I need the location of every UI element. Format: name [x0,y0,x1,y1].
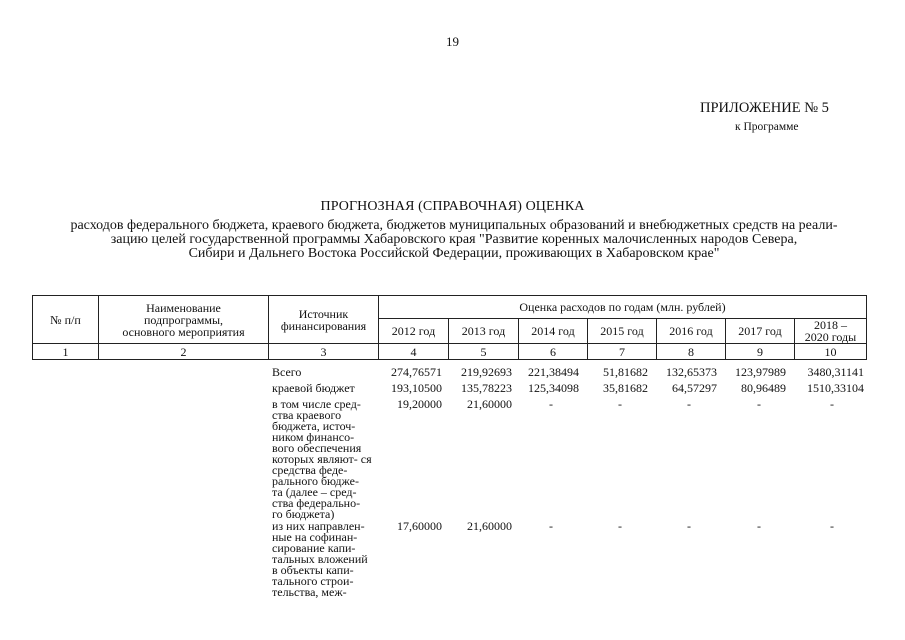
column-number: 4 [379,344,449,360]
cell-value: - [549,397,553,411]
appendix-subtitle: к Программе [735,121,799,133]
cell-value: 1510,33104 [807,381,864,395]
header-year: 2012 год [379,319,449,344]
cell-value: - [687,397,691,411]
header-estimate: Оценка расходов по годам (млн. рублей) [379,296,867,319]
subtitle-line: расходов федерального бюджета, краевого бюджета, бюджетов муниципальных образований и внебюджетных средств на реали- [70,218,838,233]
subtitle-line: зацию целей государственной программы Хабаровского края "Развитие коренных малочисленных народов Севера, [110,232,798,247]
column-number: 10 [795,344,867,360]
cell-value: 51,81682 [603,365,648,379]
cell-value: 19,20000 [397,397,442,411]
header-year: 2017 год [726,319,795,344]
column-number: 8 [657,344,726,360]
row-label-total: Всего [272,365,302,379]
header-year: 2018 – 2020 годы [795,319,867,344]
expenditure-table-header [32,295,867,360]
header-num: № п/п [33,296,99,344]
header-year: 2014 год [519,319,588,344]
row-label-cofinancing: из них направлен- ные на софинан- сирование капи- тальных вложений в объекты капи- тального строи- тельства, меж- [272,519,368,599]
cell-value: - [687,519,691,533]
subtitle-line: Сибири и Дальнего Востока Российской Федерации, проживающих в Хабаровском крае" [188,246,720,261]
document-title: ПРОГНОЗНАЯ (СПРАВОЧНАЯ) ОЦЕНКА [320,199,585,214]
column-number: 2 [99,344,269,360]
header-year: 2015 год [588,319,657,344]
cell-value: 219,92693 [461,365,512,379]
cell-value: 3480,31141 [807,365,864,379]
column-number: 6 [519,344,588,360]
cell-value: 132,65373 [666,365,717,379]
cell-value: - [549,519,553,533]
column-number: 9 [726,344,795,360]
cell-value: - [757,397,761,411]
cell-value: 135,78223 [461,381,512,395]
appendix-title: ПРИЛОЖЕНИЕ № 5 [700,100,829,116]
header-year: 2016 год [657,319,726,344]
cell-value: 221,38494 [528,365,579,379]
cell-value: 64,57297 [672,381,717,395]
cell-value: 17,60000 [397,519,442,533]
header-name: Наименование подпрограммы, основного мероприятия [99,296,269,344]
header-source: Источник финансирования [269,296,379,344]
cell-value: 80,96489 [741,381,786,395]
column-number: 7 [588,344,657,360]
column-number: 3 [269,344,379,360]
cell-value: 21,60000 [467,397,512,411]
row-label-federal-funds: в том числе сред- ства краевого бюджета, источ- ником финансо- вого обеспечения которых являют- ся средства феде- рального бюдже- та (далее – сред- ства федерально- го бюджета) [272,397,372,521]
cell-value: 274,76571 [391,365,442,379]
cell-value: - [830,397,834,411]
cell-value: - [618,519,622,533]
cell-value: - [830,519,834,533]
row-label-regional-budget: краевой бюджет [272,381,355,395]
cell-value: 193,10500 [391,381,442,395]
header-year: 2013 год [449,319,519,344]
cell-value: 123,97989 [735,365,786,379]
column-number: 5 [449,344,519,360]
cell-value: - [757,519,761,533]
page-number: 19 [446,34,459,49]
cell-value: - [618,397,622,411]
cell-value: 35,81682 [603,381,648,395]
cell-value: 21,60000 [467,519,512,533]
column-number: 1 [33,344,99,360]
cell-value: 125,34098 [528,381,579,395]
document-subtitle [36,219,872,261]
